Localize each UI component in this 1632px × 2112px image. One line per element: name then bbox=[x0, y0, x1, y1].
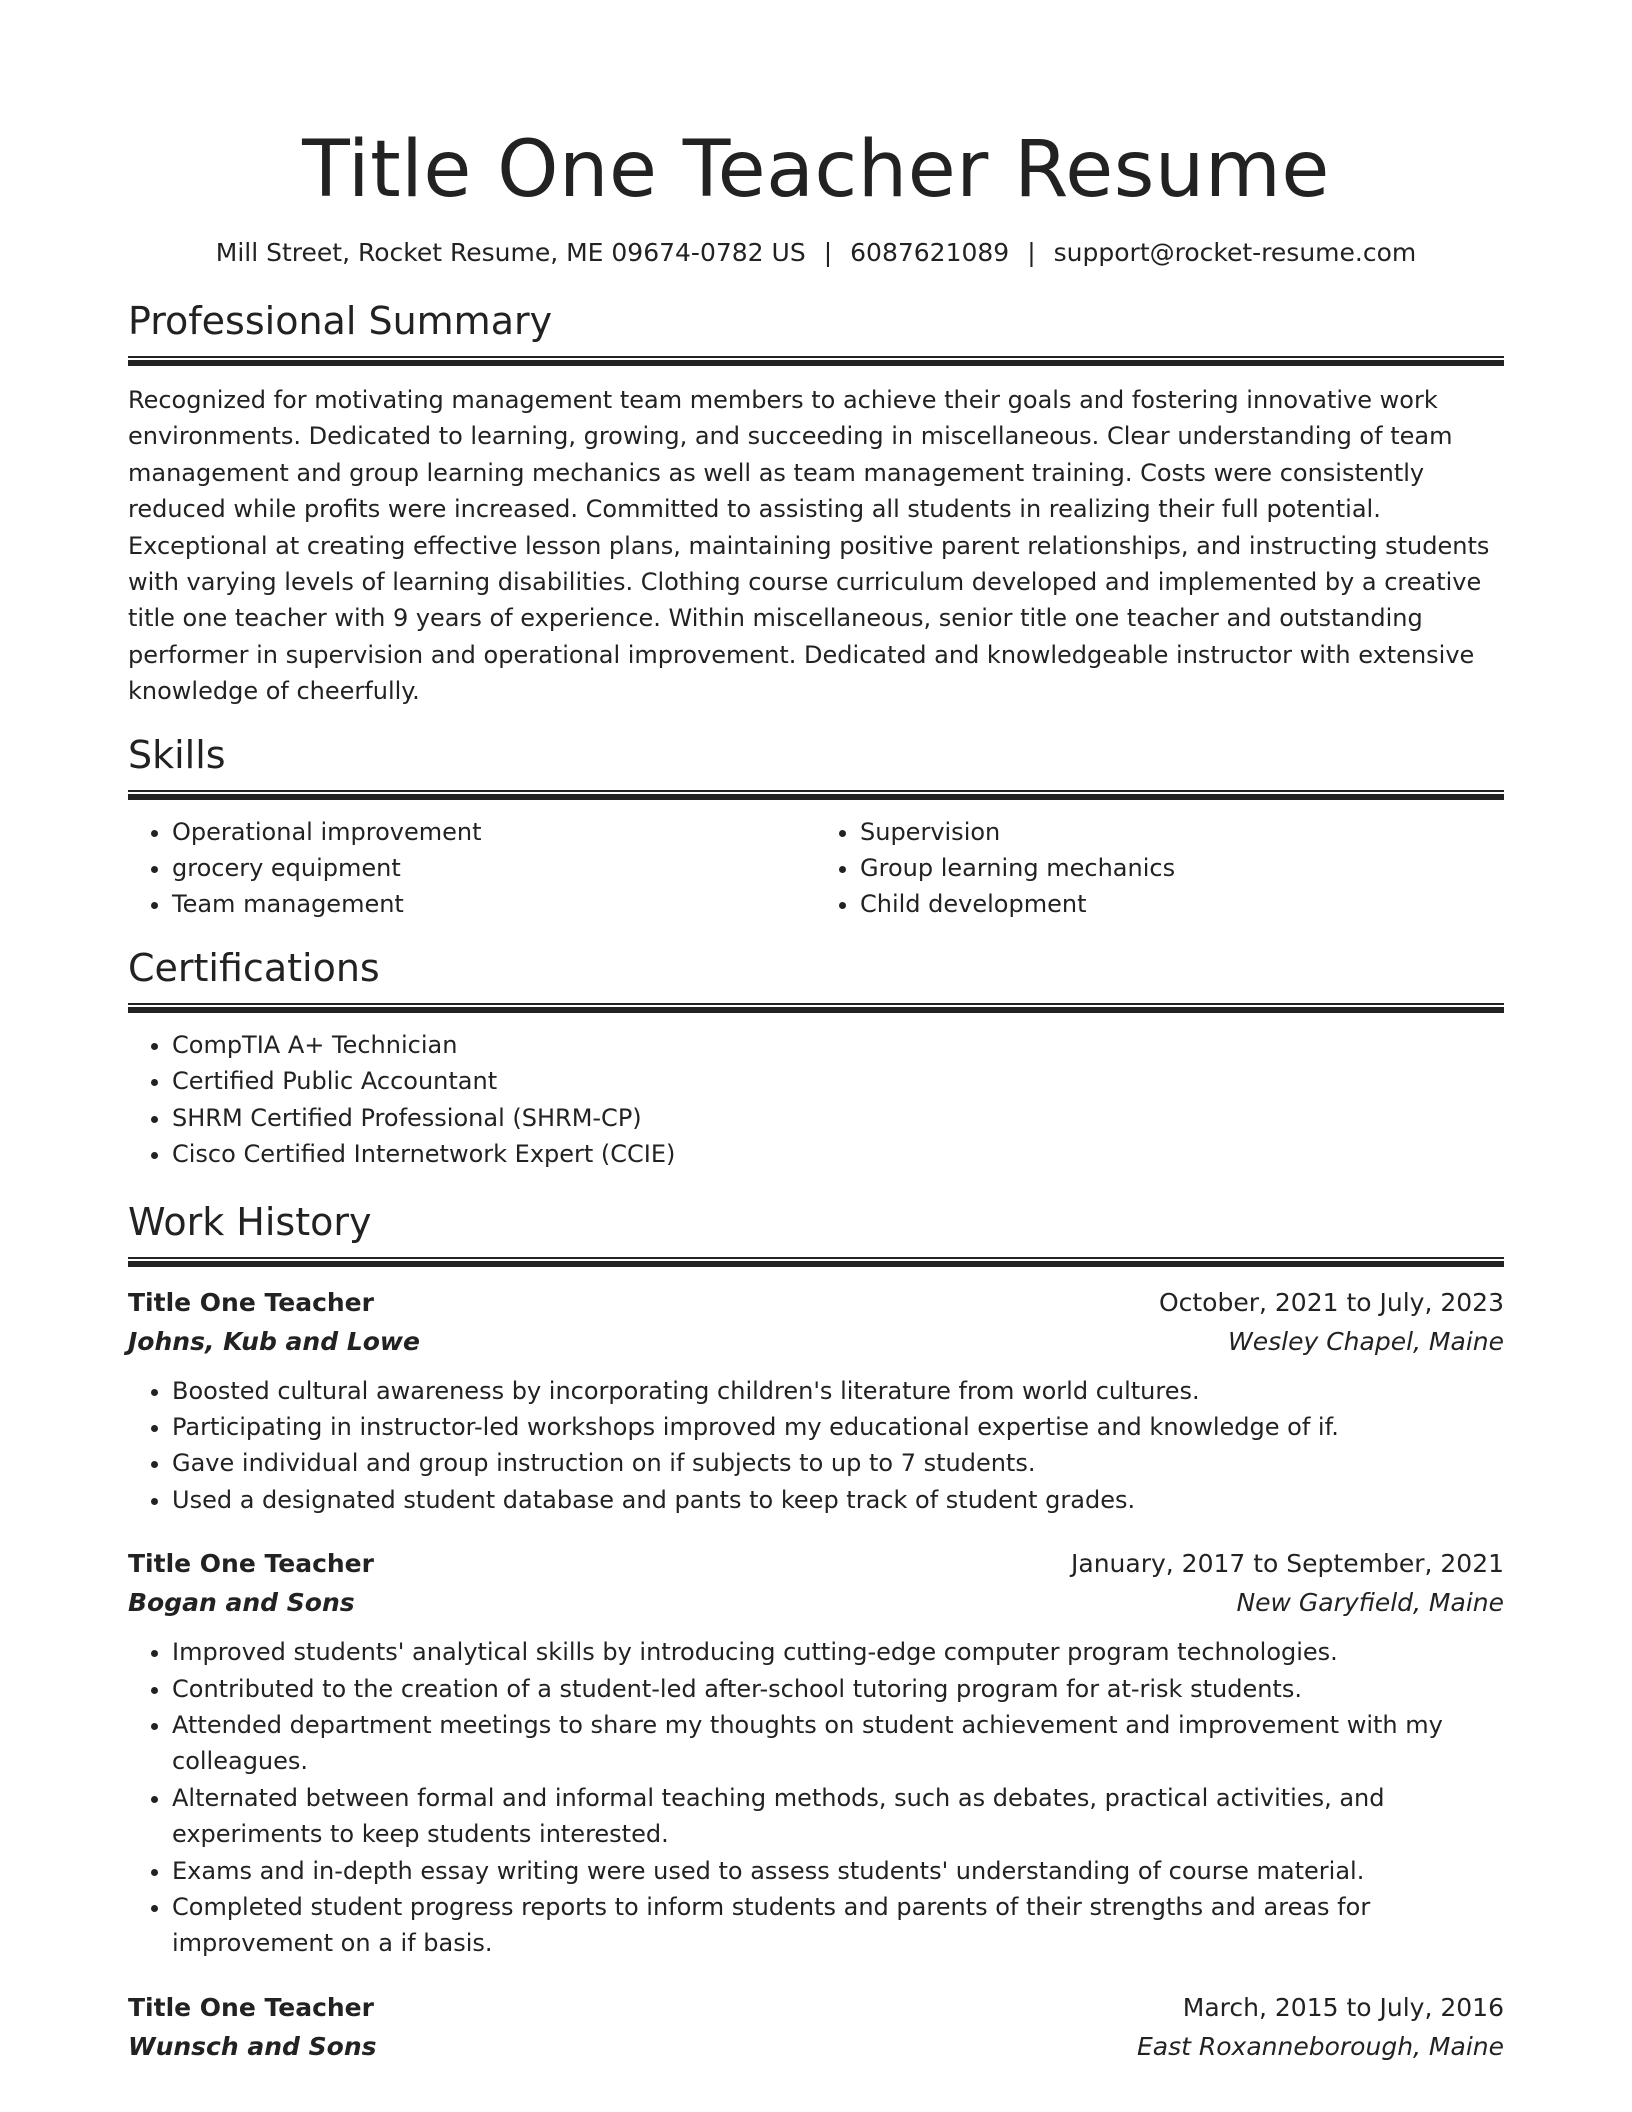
job-subheader bbox=[128, 1583, 1504, 1622]
job-bullet: • Used a designated student database and pants to keep track of student grades. bbox=[172, 1482, 1504, 1518]
job-bullet: • Completed student progress reports to inform students and parents of their strengths and areas for improvement on a if basis. bbox=[172, 1889, 1504, 1962]
skill-item: • Child development bbox=[860, 886, 1504, 922]
certifications-list bbox=[128, 1027, 1504, 1173]
job-company: Johns, Kub and Lowe bbox=[128, 1326, 420, 1356]
section-divider bbox=[128, 1003, 1504, 1013]
job-location: East Roxanneborough, Maine bbox=[1137, 2031, 1504, 2061]
job-bullet-list bbox=[128, 1634, 1504, 1962]
job-header bbox=[128, 1544, 1504, 1583]
job-bullet: • Attended department meetings to share my thoughts on student achievement and improvement with my colleagues. bbox=[172, 1707, 1504, 1780]
job-bullet: • Gave individual and group instruction on if subjects to up to 7 students. bbox=[172, 1445, 1504, 1481]
job-subheader bbox=[128, 1322, 1504, 1361]
job-title: Title One Teacher bbox=[128, 1549, 374, 1579]
contact-line bbox=[128, 236, 1504, 270]
job-bullet: • Improved students' analytical skills by introducing cutting-edge computer program technologies. bbox=[172, 1634, 1504, 1670]
section-title-summary: Professional Summary bbox=[128, 299, 553, 343]
contact-separator: | bbox=[823, 238, 833, 267]
skill-item: • Operational improvement bbox=[172, 814, 816, 850]
contact-email: support@rocket-resume.com bbox=[1053, 238, 1417, 267]
work-history-section bbox=[128, 1197, 1504, 2066]
resume-title: Title One Teacher Resume bbox=[302, 125, 1330, 215]
job-company: Bogan and Sons bbox=[128, 1588, 355, 1618]
certification-item: • SHRM Certified Professional (SHRM-CP) bbox=[172, 1100, 1504, 1136]
certification-item: • Certified Public Accountant bbox=[172, 1063, 1504, 1099]
job-dates: January, 2017 to September, 2021 bbox=[1071, 1549, 1504, 1579]
skills-columns bbox=[128, 814, 1504, 923]
job-entry bbox=[128, 1544, 1504, 1962]
job-entry bbox=[128, 1988, 1504, 2066]
job-dates: October, 2021 to July, 2023 bbox=[1158, 1287, 1504, 1317]
job-bullet: • Contributed to the creation of a student-led after-school tutoring program for at-risk students. bbox=[172, 1671, 1504, 1707]
section-title-skills: Skills bbox=[128, 732, 226, 777]
job-location: New Garyfield, Maine bbox=[1236, 1588, 1504, 1618]
job-bullet: • Boosted cultural awareness by incorporating children's literature from world cultures. bbox=[172, 1373, 1504, 1409]
contact-phone: 6087621089 bbox=[850, 238, 1010, 267]
skill-item: • grocery equipment bbox=[172, 850, 816, 886]
skills-right-list bbox=[816, 814, 1504, 923]
contact-separator: | bbox=[1027, 238, 1036, 267]
job-bullet-list bbox=[128, 1373, 1504, 1519]
job-title: Title One Teacher bbox=[128, 1992, 374, 2022]
job-location: Wesley Chapel, Maine bbox=[1228, 1326, 1504, 1356]
certification-item: • CompTIA A+ Technician bbox=[172, 1027, 1504, 1063]
section-divider bbox=[128, 790, 1504, 800]
job-title: Title One Teacher bbox=[128, 1287, 374, 1317]
job-bullet: • Alternated between formal and informal teaching methods, such as debates, practical activities, and experiments to keep students interested. bbox=[172, 1780, 1504, 1853]
job-bullet: • Exams and in-depth essay writing were used to assess students' understanding of course material. bbox=[172, 1853, 1504, 1889]
job-company: Wunsch and Sons bbox=[128, 2031, 377, 2061]
job-header bbox=[128, 1283, 1504, 1322]
certifications-section bbox=[128, 943, 1504, 1173]
certification-item: • Cisco Certified Internetwork Expert (CCIE) bbox=[172, 1136, 1504, 1172]
section-title-work-history: Work History bbox=[128, 1199, 372, 1244]
summary-text: Recognized for motivating management team members to achieve their goals and fostering innovative work environments. Dedicated to learning, growing, and succeeding in miscellaneous. Clear understanding of team management and group learning mechanics as well as team management training. Costs were consistently reduced while profits were increased. Committed to assisting all students in realizing their full potential. Exceptional at creating effective lesson plans, maintaining positive parent relationships, and instructing students with varying levels of learning disabilities. Clothing course curriculum developed and implemented by a creative title one teacher with 9 years of experience. Within miscellaneous, senior title one teacher and outstanding performer in supervision and operational improvement. Dedicated and knowledgeable instructor with extensive knowledge of cheerfully. bbox=[128, 386, 1490, 706]
skills-section bbox=[128, 730, 1504, 923]
skill-item: • Group learning mechanics bbox=[860, 850, 1504, 886]
contact-address: Mill Street, Rocket Resume, ME 09674-0782 US bbox=[215, 238, 806, 267]
job-dates: March, 2015 to July, 2016 bbox=[1182, 1992, 1504, 2022]
section-title-certifications: Certifications bbox=[128, 945, 380, 990]
section-divider bbox=[128, 356, 1504, 366]
skills-left-list bbox=[128, 814, 816, 923]
skill-item: • Supervision bbox=[860, 814, 1504, 850]
summary-section bbox=[128, 296, 1504, 710]
section-divider bbox=[128, 1257, 1504, 1267]
job-header bbox=[128, 1988, 1504, 2027]
job-entry bbox=[128, 1283, 1504, 1519]
job-bullet: • Participating in instructor-led workshops improved my educational expertise and knowledge of if. bbox=[172, 1409, 1504, 1445]
job-subheader bbox=[128, 2027, 1504, 2066]
skill-item: • Team management bbox=[172, 886, 816, 922]
